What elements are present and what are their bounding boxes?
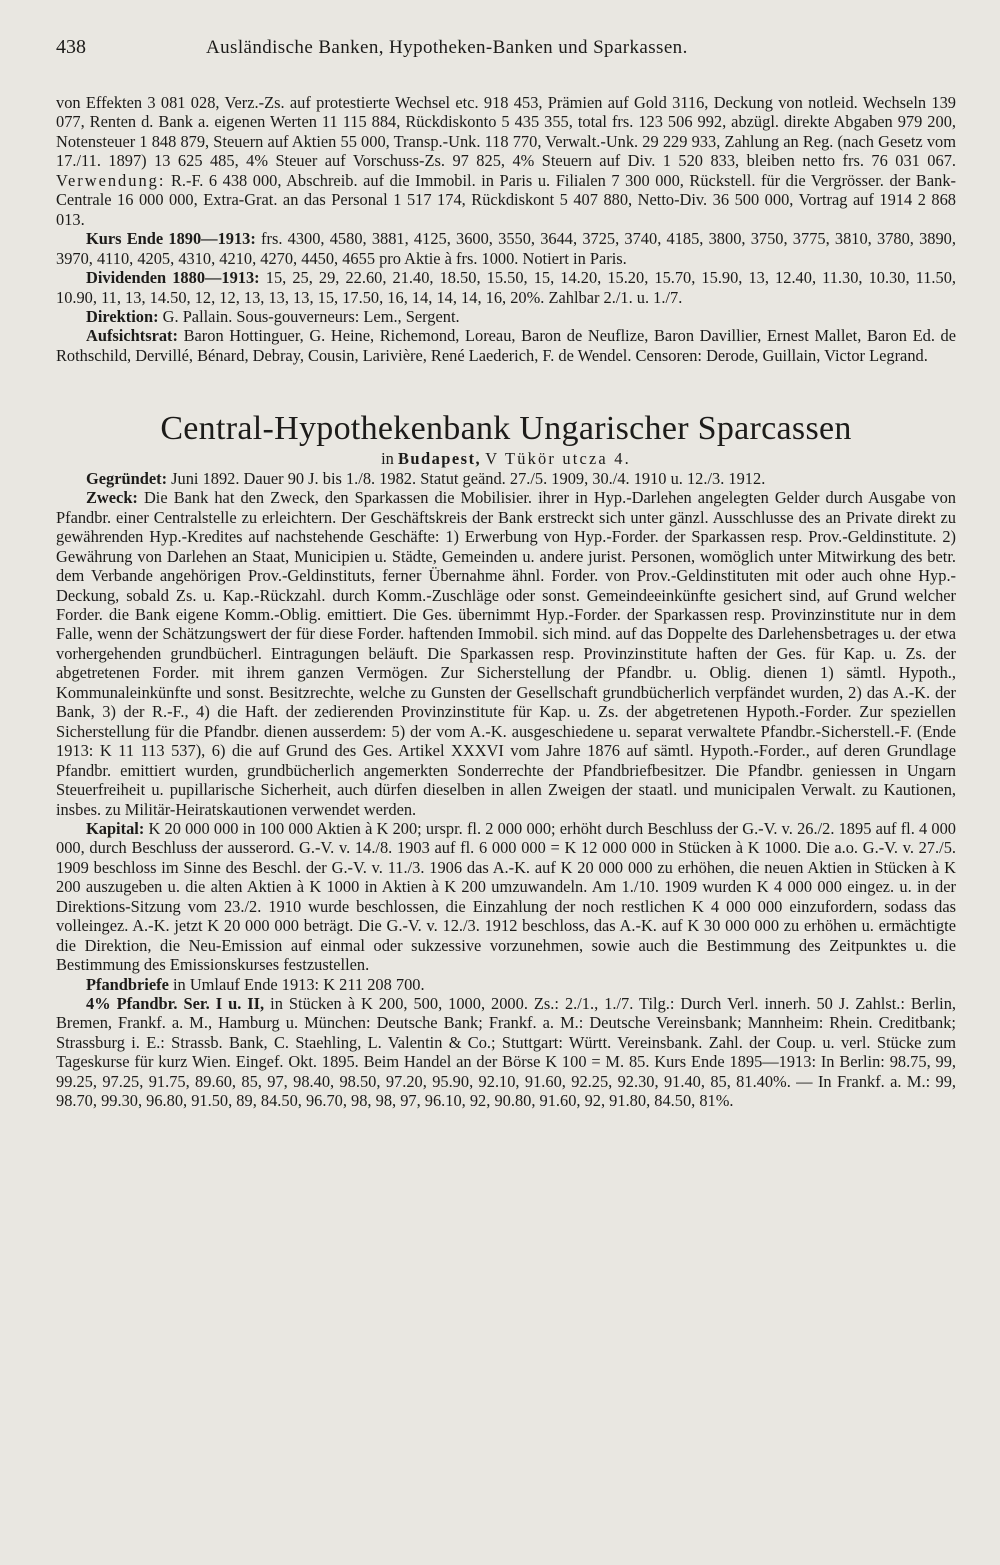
pfandbr-series-paragraph <box>56 994 956 1111</box>
kapital-label: Kapital: <box>86 818 145 838</box>
continued-paragraph <box>56 93 956 229</box>
address-city: Budapest, <box>397 449 482 469</box>
dividenden-paragraph <box>56 268 956 307</box>
pfandbr-series-text: in Stücken à K 200, 500, 1000, 2000. Zs.: 2./1., 1./7. Tilg.: Durch Verl. innerh. 50 J. Zahlst.: Berlin, Bremen, Frankf. a. M., Hamburg u. München: Deutsche Bank; Frankf. a. M.: Deutsche Vereinsbank; Mannheim: Rhein. Creditbank; Strassburg i. E.: Strassb. Bank, C. Staehling, L. Valentin & Co.; Stuttgart: Württ. Vereinsbank. Zahl. der Coup. u. verl. Stücke zum Tageskurse für kurz Wien. Eingef. Okt. 1895. Beim Handel an der Börse K 100 = M. 85. Kurs Ende 1895—1913: In Berlin: 98.75, 99, 99.25, 97.25, 91.75, 89.60, 85, 97, 98.40, 98.50, 97.20, 95.90, 92.10, 91.60, 92.25, 92.30, 91.40, 85, 81.40%. — In Frankf. a. M.: 99, 98.70, 99.30, 96.80, 91.50, 89, 84.50, 96.70, 98, 98, 97, 96.10, 92, 90.80, 91.60, 92, 91.80, 84.50, 81%. <box>56 994 956 1111</box>
verwendung-label: Verwendung: <box>56 170 166 190</box>
zweck-paragraph <box>56 488 956 819</box>
direktion-label: Direktion: <box>86 306 159 326</box>
running-title: Ausländische Banken, Hypotheken-Banken und Sparkassen. <box>206 37 688 58</box>
pfandbriefe-text: in Umlauf Ende 1913: K 211 208 700. <box>172 974 425 994</box>
kapital-text: K 20 000 000 in 100 000 Aktien à K 200; urspr. fl. 2 000 000; erhöht durch Beschluss der G.-V. v. 26./2. 1895 auf fl. 4 000 000, durch Beschluss der ausserord. G.-V. v. 14./8. 1903 auf fl. 6 000 000 = K 12 000 000 in Stücken à K 1000. Die a.o. G.-V. v. 27./5. 1909 beschloss im Sinne des Beschl. der G.-V. v. 11./3. 1906 das A.-K. auf K 20 000 000 zu erhöhen, die neuen Aktien in Stücken à K 200 auszugeben u. die alten Aktien à K 1000 in Aktien à K 200 umzuwandeln. Am 1./10. 1909 wurden K 4 000 000 eingez. u. in der Direktions-Sitzung vom 23./2. 1910 wurde beschlossen, die Einzahlung der noch restlichen K 4 000 000 einzufordern, sodass das volleingez. A.-K. jetzt K 20 000 000 beträgt. Die G.-V. v. 12./3. 1912 beschloss, das A.-K. auf K 30 000 000 zu erhöhen u. ermächtigte die Direktion, die Neu-Emission auf einmal oder sukzessive vorzunehmen, sowie auch die Bestimmung des Zeitpunktes u. die Bestimmung des Emissionskurses festzustellen. <box>56 818 956 975</box>
page-number: 438 <box>56 36 86 58</box>
aufsichtsrat-paragraph <box>56 326 956 365</box>
direktion-paragraph <box>56 307 956 326</box>
earnings-text: von Effekten 3 081 028, Verz.-Zs. auf protestierte Wechsel etc. 918 453, Prämien auf Gold 3116, Deckung von notleid. Wechseln 139 077, Renten d. Bank a. eigenen Werten 11 115 884, Rückdiskonto 5 435 355, total frs. 123 506 992, abzügl. direkte Abgaben 979 200, Notensteuer 1 848 879, Steuern auf Aktien 55 000, Transp.-Unk. 118 770, Verwalt.-Unk. 29 229 933, Zahlung an Reg. (nach Gesetz vom 17./11. 1897) 13 625 485, 4% Steuer auf Vorschuss-Zs. 97 825, 4% Steuern auf Div. 1 520 833, bleiben netto frs. 76 031 067. <box>56 93 956 171</box>
kurs-label: Kurs Ende 1890—1913: <box>86 229 256 249</box>
pfandbriefe-paragraph <box>56 975 956 994</box>
gegruendet-text: Juni 1892. Dauer 90 J. bis 1./8. 1982. Statut geänd. 27./5. 1909, 30./4. 1910 u. 12./3. 1912. <box>171 468 766 488</box>
kurs-paragraph <box>56 229 956 268</box>
bank-title: Central-Hypothekenbank Ungarischer Sparcassen <box>160 410 852 448</box>
dividenden-label: Dividenden 1880—1913: <box>86 268 260 288</box>
kapital-paragraph <box>56 819 956 975</box>
running-head <box>56 36 956 59</box>
pfandbriefe-label: Pfandbriefe <box>86 974 169 994</box>
pfandbr-series-label: 4% Pfandbr. Ser. I u. II, <box>86 994 265 1014</box>
dividenden-text: 15, 25, 29, 22.60, 21.40, 18.50, 15.50, 15, 14.20, 15.20, 15.70, 15.90, 13, 12.40, 11.30, 10.30, 11.50, 10.90, 11, 13, 14.50, 12, 12, 13, 13, 13, 15, 17.50, 16, 14, 14, 14, 16, 20%. Zahlbar 2./1. u. 1./7. <box>56 268 956 307</box>
aufsichtsrat-label: Aufsichtsrat: <box>86 326 178 346</box>
verwendung-text: R.-F. 6 438 000, Abschreib. auf die Immobil. in Paris u. Filialen 7 300 000, Rückstell. für die Vergrösser. der Bank-Centrale 16 000 000, Extra-Grat. an das Personal 1 517 174, Rückdiskont 5 407 880, Netto-Div. 36 500 000, Vortrag auf 1914 2 868 013. <box>56 170 956 229</box>
address-prefix: in <box>381 449 394 469</box>
bank-address <box>56 449 956 468</box>
zweck-text: Die Bank hat den Zweck, den Sparkassen die Mobilisier. ihrer in Hyp.-Darlehen angelegten Gelder durch Ausgabe von Pfandbr. einer Centralstelle zu erleichtern. Der Geschäftskreis der Bank erstreckt sich unter gänzl. Ausschlusse des an Private direkt zu gewährenden Hyp.-Kredites auf nachstehende Geschäfte: 1) Erwerbung von Hyp.-Forder. der Sparkassen resp. Prov.-Geldinstitute. 2) Gewährung von Darlehen an Staat, Municipien u. Städte, Gemeinden u. andere jurist. Personen, womöglich unter Mitwirkung des betr. dem Verbande angehörigen Prov.-Geldinstituts, ferner Übernahme ähnl. Forder. von Prov.-Geldinstituten mit oder auch ohne Hyp.-Deckung, sobald Zs. u. Kap.-Rückzahl. durch Komm.-Zuschläge oder sonst. Gemeindeeinkünfte gesichert sind, auf Grund welcher Forder. die Bank eigene Komm.-Oblig. emittiert. Die Ges. übernimmt Hyp.-Forder. der Sparkassen resp. Provinzinstitute nur in dem Falle, wenn der Schätzungswert der für diese Forder. haftenden Immobil. sich mind. auf das Doppelte des Darlehensbetrages u. der etwa vorhergehenden grundbücherl. Eintragungen beläuft. Die Sparkassen resp. Provinzinstitute haften der Ges. für Kap. u. Zs. der abgetretenen Forder. mit ihrem ganzen Vermögen. Zur Sicherstellung der Pfandbr. u. Oblig. dienen 1) sämtl. Hypoth., Kommunaleinkünfte und sonst. Besitzrechte, welche zu Gunsten der Gesellschaft grundbücherlich verpfändet wurden, 2) das A.-K. der Bank, 3) der R.-F., 4) die Haft. der zedierenden Provinzinstitute für Kap. u. Zs. der abgetretenen Hypoth.-Forder. Zur speziellen Sicherstellung für die Pfandbr. dienen ausserdem: 5) der vom A.-K. ausgeschiedene u. separat verwaltete Pfandbr.-Sicherstell.-F. (Ende 1913: K 11 113 537), 6) die auf Grund des Ges. Artikel XXXVI vom Jahre 1876 auf sämtl. Hypoth.-Forder., auf deren Grundlage Pfandbr. emittiert wurden, grundbücherlich angemerkten Sonderrechte der Pfandbriefbesitzer. Die Pfandbr. geniessen in Ungarn Steuerfreiheit u. pupillarische Sicherheit, auch dürfen dieselben in allen Zweigen der staatl. und municipalen Verwalt. zu Kautionen, insbes. zu Militär-Heiratskautionen verwendet werden. <box>56 488 956 819</box>
kurs-text: frs. 4300, 4580, 3881, 4125, 3600, 3550, 3644, 3725, 3740, 4185, 3800, 3750, 3775, 3810, 3780, 3890, 3970, 4110, 4205, 4310, 4210, 4270, 4450, 4655 pro Aktie à frs. 1000. Notiert in Paris. <box>56 229 956 268</box>
gegruendet-label: Gegründet: <box>86 468 168 488</box>
direktion-text: G. Pallain. Sous-gouverneurs: Lem., Sergent. <box>162 306 460 326</box>
aufsichtsrat-text: Baron Hottinguer, G. Heine, Richemond, Loreau, Baron de Neuflize, Baron Davillier, Ernest Mallet, Baron Ed. de Rothschild, Dervillé, Bénard, Debray, Cousin, Larivière, René Laederich, F. de Wendel. Censoren: Derode, Guillain, Victor Legrand. <box>56 326 957 365</box>
zweck-label: Zweck: <box>86 488 138 508</box>
address-street: V Tükör utcza 4. <box>485 449 631 469</box>
gegruendet-paragraph <box>56 469 956 488</box>
